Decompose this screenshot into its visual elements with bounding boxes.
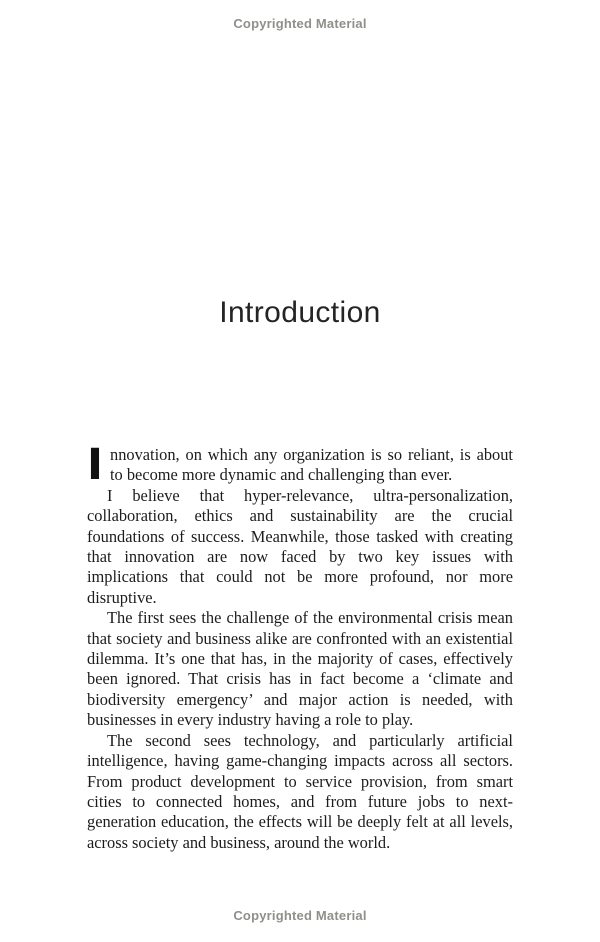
dropcap-initial: I bbox=[87, 440, 103, 490]
copyright-watermark-bottom: Copyrighted Material bbox=[233, 908, 367, 923]
chapter-title: Introduction bbox=[219, 296, 381, 329]
body-text bbox=[87, 440, 513, 853]
paragraph: The first sees the challenge of the environmental crisis mean that society and business alike are confronted with an existential dilemma. It’s one that has, in the majority of cases, effectively been ignored. That crisis has in fact become a ‘climate and biodiversity emergency’ and major action is needed, with businesses in every industry having a role to play. bbox=[87, 608, 513, 730]
paragraph-opening-text: nnovation, on which any organization is so reliant, is about to become more dynamic and challenging than ever. bbox=[110, 445, 513, 485]
paragraph: I believe that hyper-relevance, ultra-personalization, collaboration, ethics and sustainability are the crucial foundations of success. Meanwhile, those tasked with creating that innovation are now faced by two key issues with implications that could not be more profound, nor more disruptive. bbox=[87, 485, 513, 607]
paragraph-opening bbox=[87, 440, 513, 490]
copyright-watermark-top: Copyrighted Material bbox=[233, 16, 367, 31]
paragraph: The second sees technology, and particularly artificial intelligence, having game-changing impacts across all sectors. From product development to service provision, from smart cities to connected homes, and from future jobs to next-generation education, the effects will be deeply felt at all levels, across society and business, around the world. bbox=[87, 730, 513, 852]
